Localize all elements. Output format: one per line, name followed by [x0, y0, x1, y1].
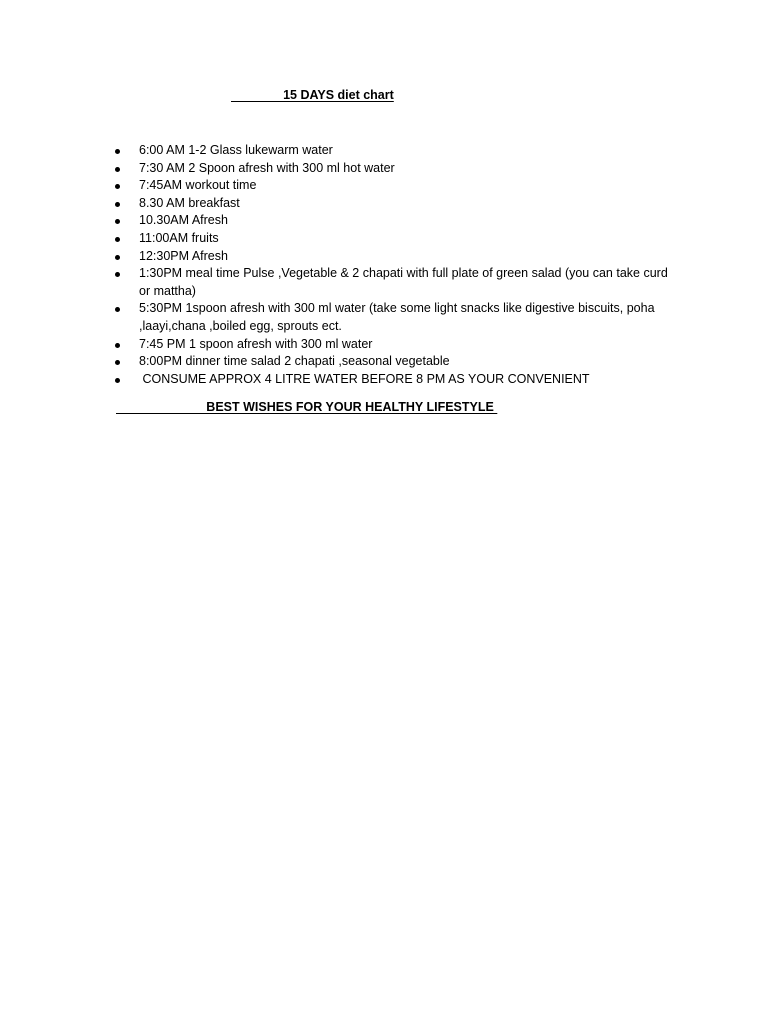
bullet-icon [115, 343, 120, 348]
bullet-icon [115, 184, 120, 189]
list-item [115, 265, 675, 300]
list-item [115, 177, 675, 195]
document-title: 15 DAYS diet chart [231, 88, 394, 102]
bullet-icon [115, 255, 120, 260]
list-item-text: 7:30 AM 2 Spoon afresh with 300 ml hot water [139, 160, 395, 175]
list-item-text: 6:00 AM 1-2 Glass lukewarm water [139, 143, 333, 157]
list-item [115, 300, 675, 335]
list-item-text: CONSUME APPROX 4 LITRE WATER BEFORE 8 PM AS YOUR CONVENIENT [139, 371, 590, 386]
list-item-text: 7:45AM workout time [139, 178, 257, 193]
bullet-icon [115, 272, 120, 277]
list-item-text: 12:30PM Afresh [139, 248, 228, 263]
list-item-text: 11:00AM fruits [139, 230, 219, 245]
list-item [115, 371, 675, 389]
list-item-text: 8:00PM dinner time salad 2 chapati ,seasonal vegetable [139, 354, 450, 369]
closing-message: BEST WISHES FOR YOUR HEALTHY LIFESTYLE [116, 400, 498, 414]
list-item [115, 336, 675, 354]
list-item [115, 195, 675, 213]
bullet-icon [115, 307, 120, 312]
list-item-text: 10.30AM Afresh [139, 213, 228, 228]
bullet-icon [115, 219, 120, 224]
list-item [115, 248, 675, 266]
bullet-icon [115, 360, 120, 365]
list-item-text: 5:30PM 1spoon afresh with 300 ml water (take some light snacks like digestive biscuits, poha ,laayi,chana ,boiled egg, sprouts ect. [139, 301, 655, 333]
list-item [115, 230, 675, 248]
list-item [115, 353, 675, 371]
list-item [115, 212, 675, 230]
list-item [115, 160, 675, 178]
diet-schedule-list [115, 142, 675, 388]
list-item-text: 1:30PM meal time Pulse ,Vegetable & 2 chapati with full plate of green salad (you can take curd or mattha) [139, 266, 668, 298]
bullet-icon [115, 149, 120, 154]
bullet-icon [115, 202, 120, 207]
bullet-icon [115, 167, 120, 172]
bullet-icon [115, 237, 120, 242]
list-item [115, 142, 675, 160]
list-item-text: 7:45 PM 1 spoon afresh with 300 ml water [139, 336, 373, 351]
bullet-icon [115, 378, 120, 383]
list-item-text: 8.30 AM breakfast [139, 195, 240, 210]
